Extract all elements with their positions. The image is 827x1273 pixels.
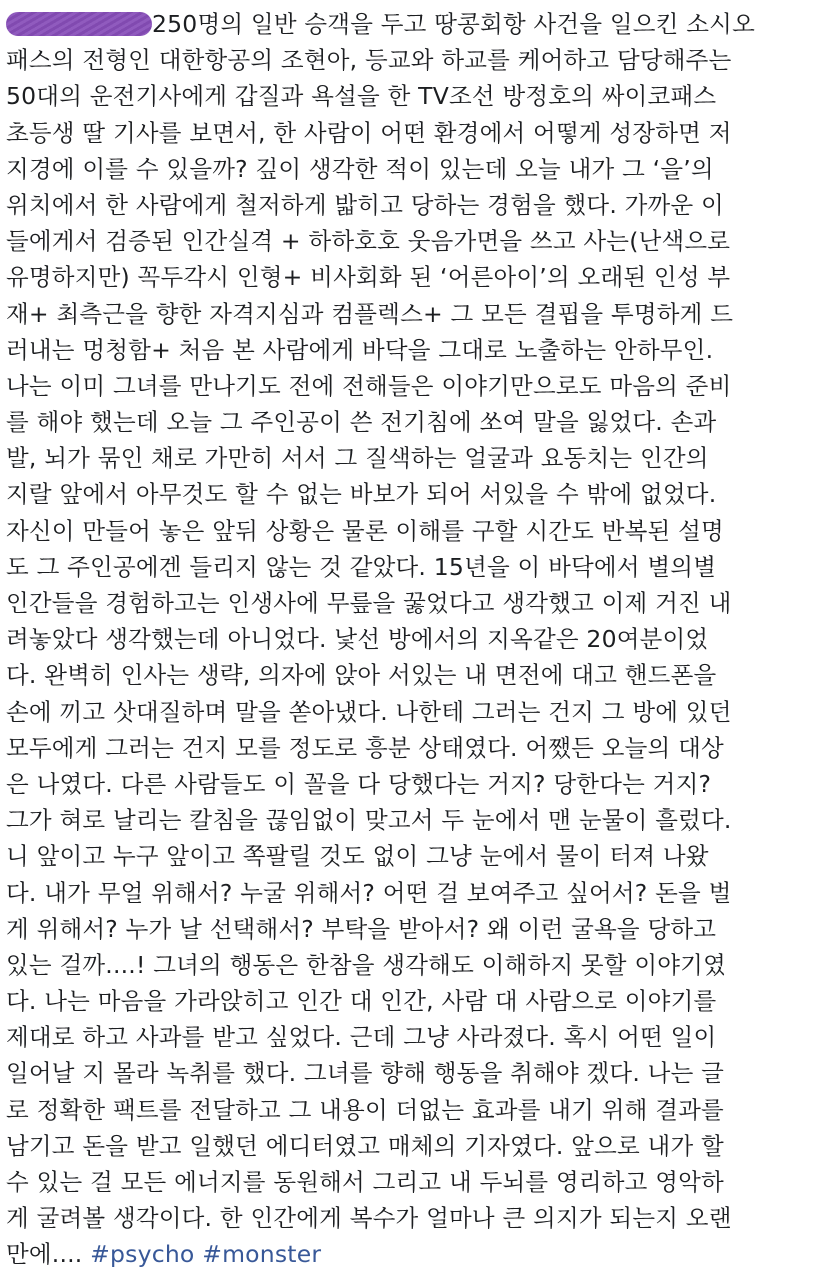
post-line-text: 250명의 일반 승객을 두고 땅콩회항 사건을 일으킨 소시오 [152,10,755,38]
post-line: 들에게서 검증된 인간실격 + 하하호호 웃음가면을 쓰고 사는(난색으로 [6,227,731,256]
post-line: 다. 완벽히 인사는 생략, 의자에 앉아 서있는 내 면전에 대고 핸드폰을 [6,661,717,690]
post-text [6,6,821,1273]
redaction-scribble [6,12,152,36]
post-line: 러내는 멍청함+ 처음 본 사람에게 바닥을 그대로 노출하는 안하무인. [6,335,714,364]
post-line: 제대로 하고 사과를 받고 싶었다. 근데 그냥 사라졌다. 혹시 어떤 일이 [6,1023,717,1052]
post-line: 자신이 만들어 놓은 앞뒤 상황은 물론 이해를 구할 시간도 반복된 설명 [6,516,724,545]
post-line: 수 있는 걸 모든 에너지를 동원해서 그리고 내 두뇌를 영리하고 영악하 [6,1168,724,1196]
post-line: 게 굴려볼 생각이다. 한 인간에게 복수가 얼마나 큰 의지가 되는지 오랜 [6,1204,732,1233]
post-line: 발, 뇌가 묶인 채로 가만히 서서 그 질색하는 얼굴과 요동치는 인간의 [6,444,709,473]
post-line: 은 나였다. 다른 사람들도 이 꼴을 다 당했다는 거지? 당한다는 거지? [6,769,712,798]
post-line: 게 위해서? 누가 날 선택해서? 부탁을 받아서? 왜 이런 굴욕을 당하고 [6,914,717,943]
post-line: 그가 혀로 날리는 칼침을 끊임없이 맞고서 두 눈에서 맨 눈물이 흘렀다. [6,806,732,835]
post-line: 인간들을 경험하고는 인생사에 무릎을 꿇었다고 생각했고 이제 거진 내 [6,589,732,617]
post-line: 모두에게 그러는 건지 모를 정도로 흥분 상태였다. 어쨌든 오늘의 대상 [6,733,724,762]
post-line: 초등생 딸 기사를 보면서, 한 사람이 어떤 환경에서 어떻게 성장하면 저 [6,118,732,147]
post-line: 로 정확한 팩트를 전달하고 그 내용이 더없는 효과를 내기 위해 결과를 [6,1095,724,1124]
post-line-text: 만에.... [6,1240,91,1269]
post-line: 다. 나는 마음을 가라앉히고 인간 대 인간, 사람 대 사람으로 이야기를 [6,987,717,1016]
hashtag-link-monster[interactable]: #monster [202,1240,322,1269]
post-line [6,6,821,42]
post-line: 를 해야 했는데 오늘 그 주인공이 쓴 전기침에 쏘여 말을 잃었다. 손과 [6,408,717,437]
post-line: 다. 내가 무얼 위해서? 누굴 위해서? 어떤 걸 보여주고 싶어서? 돈을 벌 [6,878,732,907]
post-line: 남기고 돈을 받고 일했던 에디터였고 매체의 기자였다. 앞으로 내가 할 [6,1131,724,1160]
post-line: 도 그 주인공에겐 들리지 않는 것 같았다. 15년을 이 바닥에서 별의별 [6,552,717,581]
hashtag-link-psycho[interactable]: #psycho [90,1240,195,1269]
post-line: 손에 끼고 삿대질하며 말을 쏟아냈다. 나한테 그러는 건지 그 방에 있던 [6,697,732,726]
post-line: 재+ 최측근을 향한 자격지심과 컴플렉스+ 그 모든 결핍을 투명하게 드 [6,299,734,328]
post-line-last [6,1236,821,1272]
post-line: 있는 걸까....! 그녀의 행동은 한참을 생각해도 이해하지 못할 이야기였 [6,950,726,979]
post-line: 지경에 이를 수 있을까? 깊이 생각한 적이 있는데 오늘 내가 그 ‘을’의 [6,154,714,183]
post-line: 패스의 전형인 대한항공의 조현아, 등교와 하교를 케어하고 담당해주는 [6,46,732,75]
post-line: 나는 이미 그녀를 만나기도 전에 전해들은 이야기만으로도 마음의 준비 [6,371,732,400]
post-line: 일어날 지 몰라 녹취를 했다. 그녀를 향해 행동을 취해야 겠다. 나는 글 [6,1059,725,1088]
post-line: 니 앞이고 누구 앞이고 쪽팔릴 것도 없이 그냥 눈에서 물이 터져 나왔 [6,842,709,871]
post-line: 지랄 앞에서 아무것도 할 수 없는 바보가 되어 서있을 수 밖에 없었다. [6,480,717,509]
post-line: 위치에서 한 사람에게 철저하게 밟히고 당하는 경험을 했다. 가까운 이 [6,190,724,219]
post-line: 려놓았다 생각했는데 아니었다. 낯선 방에서의 지옥같은 20여분이었 [6,625,709,654]
post-line: 50대의 운전기사에게 갑질과 욕설을 한 TV조선 방정호의 싸이코패스 [6,82,717,111]
post-line: 유명하지만) 꼭두각시 인형+ 비사회화 된 ‘어른아이’의 오래된 인성 부 [6,263,731,292]
